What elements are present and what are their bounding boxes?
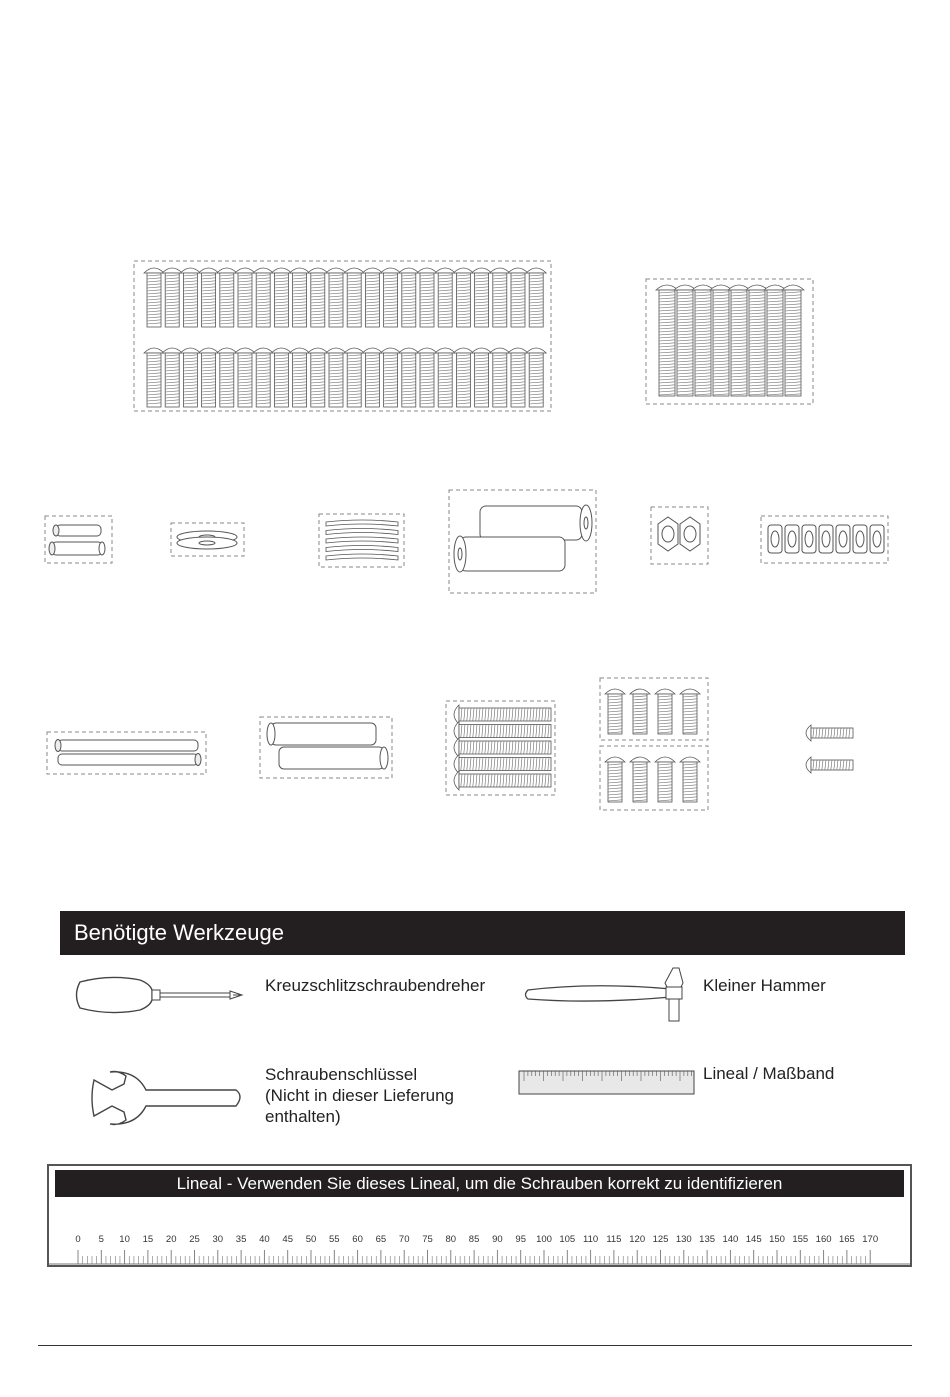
screw xyxy=(435,268,455,327)
screw xyxy=(199,348,219,407)
screw xyxy=(362,268,382,327)
hardware-small-screws xyxy=(803,720,863,780)
screw xyxy=(253,268,273,327)
ruler-mark-label: 130 xyxy=(675,1234,692,1245)
ruler-mark-label: 120 xyxy=(629,1234,646,1245)
hardware-washers xyxy=(170,522,246,558)
bolt xyxy=(630,689,650,734)
screw xyxy=(490,268,510,327)
bolt xyxy=(630,757,650,802)
spring-clip xyxy=(326,529,398,535)
ruler-mark-label: 125 xyxy=(652,1234,669,1245)
footer-divider xyxy=(38,1345,912,1346)
screw xyxy=(472,348,492,407)
screw xyxy=(472,268,492,327)
screw xyxy=(162,348,182,407)
screw xyxy=(180,348,200,407)
screw xyxy=(217,348,237,407)
ruler-mark-label: 10 xyxy=(119,1234,130,1245)
screw xyxy=(417,348,437,407)
screw xyxy=(454,738,551,757)
screw xyxy=(308,268,328,327)
screw xyxy=(326,268,346,327)
screw xyxy=(362,348,382,407)
screw xyxy=(710,285,732,396)
ruler-mark-label: 70 xyxy=(398,1234,410,1245)
screw xyxy=(490,348,510,407)
ruler-mark-label: 140 xyxy=(722,1234,739,1245)
screw xyxy=(399,268,419,327)
screw xyxy=(746,285,768,396)
spring-clip xyxy=(326,554,398,560)
ruler-mark-label: 150 xyxy=(769,1234,785,1245)
ruler-mark-label: 105 xyxy=(559,1234,576,1245)
screw xyxy=(217,268,237,327)
spring-clip xyxy=(326,546,398,552)
screw xyxy=(454,722,551,741)
screw xyxy=(508,268,528,327)
bolt xyxy=(605,757,625,802)
small-screw xyxy=(806,725,853,741)
phillips-screwdriver-icon xyxy=(70,972,250,1018)
tool-label-ruler: Lineal / Maßband xyxy=(703,1064,835,1083)
hardware-nut-row xyxy=(760,515,890,565)
ruler-mark-label: 110 xyxy=(583,1234,599,1245)
hardware-group-screw-strips xyxy=(133,258,553,413)
screw xyxy=(144,268,164,327)
ruler-mark-label: 115 xyxy=(606,1234,622,1245)
ruler-mark-label: 45 xyxy=(282,1234,293,1245)
screw xyxy=(453,268,473,327)
screw xyxy=(162,268,182,327)
screw xyxy=(381,348,401,407)
screw xyxy=(344,348,364,407)
screw xyxy=(417,268,437,327)
ruler-icon xyxy=(518,1070,696,1096)
screw xyxy=(674,285,696,396)
screw xyxy=(764,285,786,396)
screw xyxy=(271,268,291,327)
screw xyxy=(508,348,528,407)
screw xyxy=(199,268,219,327)
ruler-mark-label: 80 xyxy=(445,1234,457,1245)
tools-header: Benötigte Werkzeuge xyxy=(60,911,905,955)
ruler-mark-label: 60 xyxy=(352,1234,363,1245)
ruler-mark-label: 95 xyxy=(515,1234,526,1245)
screw xyxy=(399,348,419,407)
hardware-spring-clips xyxy=(318,513,406,569)
screw xyxy=(454,755,551,774)
ruler-mark-label: 40 xyxy=(259,1234,270,1245)
ruler-mark-label: 20 xyxy=(165,1234,177,1245)
ruler-mark-label: 15 xyxy=(142,1234,154,1245)
ruler-mark-label: 170 xyxy=(862,1234,879,1245)
ruler-mark-label: 165 xyxy=(838,1234,855,1245)
screw xyxy=(526,268,546,327)
ruler-mark-label: 90 xyxy=(492,1234,503,1245)
ruler-mark-label: 160 xyxy=(815,1234,832,1245)
ruler-mark-label: 55 xyxy=(329,1234,340,1245)
tool-label-hammer: Kleiner Hammer xyxy=(703,976,826,995)
screw xyxy=(344,268,364,327)
screw xyxy=(526,348,546,407)
tool-label-wrench: Schraubenschlüssel (Nicht in dieser Lieferung enthalten) xyxy=(265,1065,454,1126)
spring-clip xyxy=(326,520,398,526)
ruler-mark-label: 155 xyxy=(792,1234,809,1245)
ruler-mark-label: 145 xyxy=(745,1234,762,1245)
screw xyxy=(290,268,310,327)
spring-clip xyxy=(326,537,398,543)
screw xyxy=(308,348,328,407)
screw xyxy=(144,348,164,407)
tool-label-screwdriver: Kreuzschlitzschraubendreher xyxy=(265,976,486,995)
wrench-icon xyxy=(88,1068,248,1128)
hardware-hex-nuts xyxy=(650,506,710,566)
hardware-long-sleeves xyxy=(259,716,394,780)
ruler-mark-label: 65 xyxy=(375,1234,387,1245)
screw xyxy=(454,705,551,724)
screw xyxy=(656,285,678,396)
screw xyxy=(235,268,255,327)
ruler-mark-label: 50 xyxy=(305,1234,317,1245)
hardware-group-screw-bundle xyxy=(645,278,815,406)
bolt xyxy=(655,757,675,802)
screw xyxy=(435,348,455,407)
ruler-mark-label: 25 xyxy=(189,1234,200,1245)
ruler-scale xyxy=(49,1226,910,1266)
ruler-mark-label: 30 xyxy=(212,1234,224,1245)
hardware-screw-stack xyxy=(445,700,557,797)
screw xyxy=(453,348,473,407)
screw xyxy=(326,348,346,407)
screw xyxy=(692,285,714,396)
hammer-icon xyxy=(523,965,693,1025)
bolt xyxy=(655,689,675,734)
ruler-mark-label: 35 xyxy=(235,1234,247,1245)
hardware-bolt-packs xyxy=(598,676,712,813)
screw xyxy=(290,348,310,407)
ruler-mark-label: 5 xyxy=(98,1234,104,1245)
screw xyxy=(454,771,551,790)
screw xyxy=(381,268,401,327)
screw xyxy=(782,285,804,396)
screw xyxy=(253,348,273,407)
ruler-title: Lineal - Verwenden Sie dieses Lineal, um die Schrauben korrekt zu identifizieren xyxy=(55,1170,904,1197)
screw xyxy=(180,268,200,327)
hardware-dowels xyxy=(44,515,114,565)
hardware-long-pins xyxy=(46,731,208,776)
bolt xyxy=(680,757,700,802)
ruler-mark-label: 85 xyxy=(468,1234,480,1245)
ruler-mark-label: 100 xyxy=(536,1234,552,1245)
bolt xyxy=(680,689,700,734)
measuring-ruler xyxy=(47,1164,912,1267)
ruler-mark-label: 0 xyxy=(75,1234,81,1245)
screw xyxy=(271,348,291,407)
screw xyxy=(235,348,255,407)
small-screw xyxy=(806,757,853,773)
ruler-mark-label: 75 xyxy=(422,1234,433,1245)
ruler-mark-label: 135 xyxy=(699,1234,716,1245)
hardware-sleeves xyxy=(448,489,598,595)
bolt xyxy=(605,689,625,734)
screw xyxy=(728,285,750,396)
